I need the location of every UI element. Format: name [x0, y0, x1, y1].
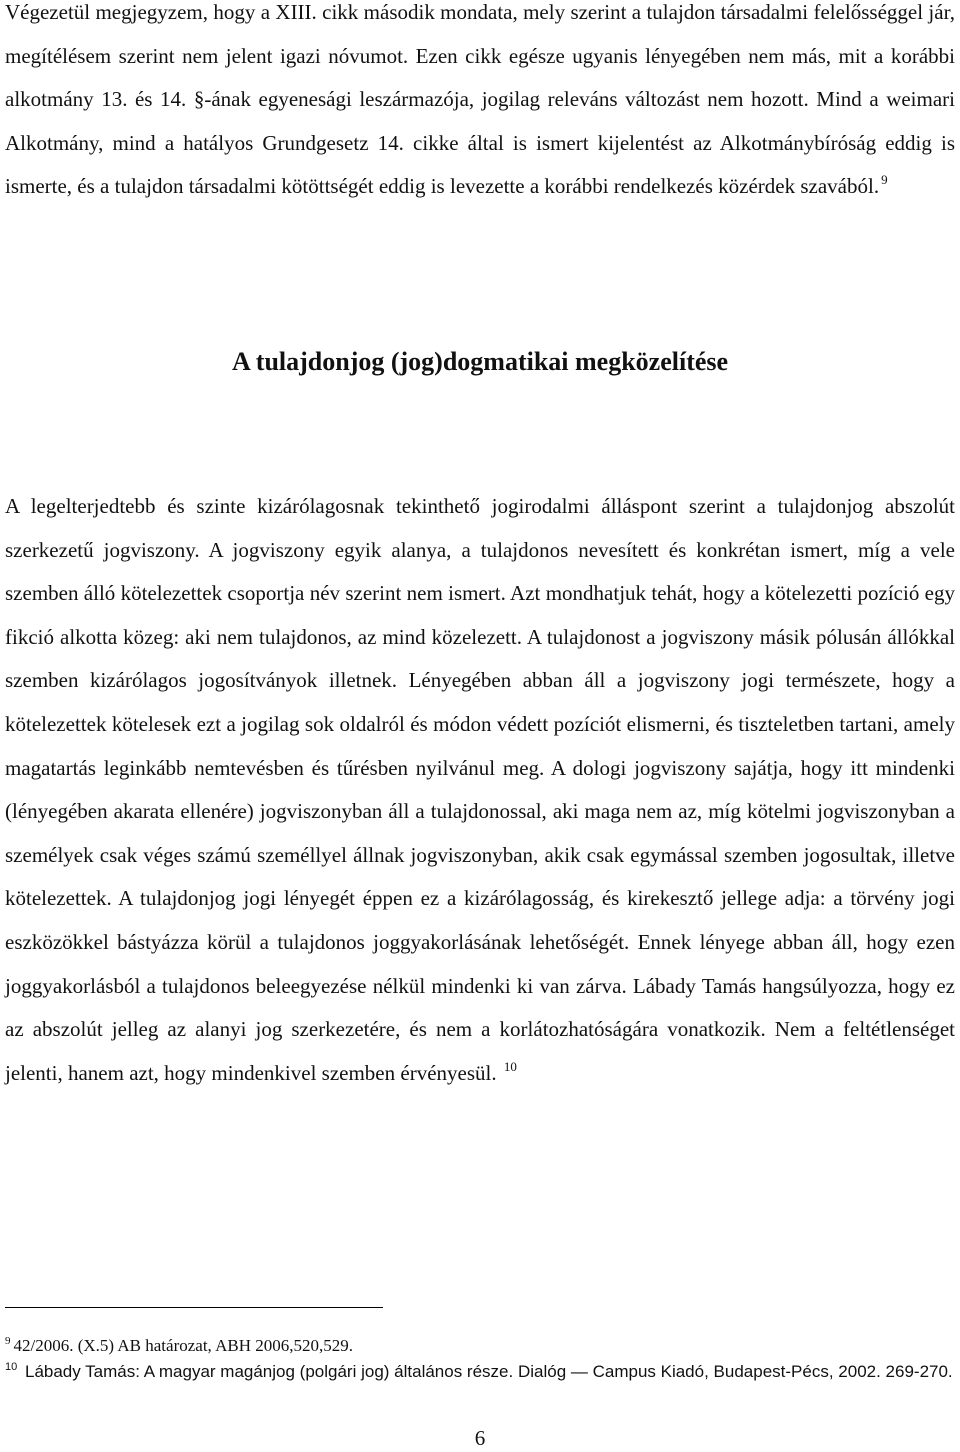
footnote-10 [5, 1361, 955, 1383]
footnote-separator [5, 1307, 383, 1308]
footnote-reference-10[interactable]: 10 [503, 1058, 517, 1074]
page-number: 6 [474, 1426, 486, 1450]
body-paragraph-2 [5, 485, 955, 1095]
paragraph-1-text: Végezetül megjegyzem, hogy a XIII. cikk második mondata, mely szerint a tulajdon társadalmi felelősséggel jár, megítélésem szerint nem jelent igazi nóvumot. Ezen cikk egésze ugyanis lényegében nem más, mit a korábbi alkotmány 13. és 14. §-ának egyenesági leszármazója, jogilag releváns változást nem hozott. Mind a weimari Alkotmány, mind a hatályos Grundgesetz 14. cikke által is ismert kijelentést az Alkotmánybíróság eddig is ismerte, és a tulajdon társadalmi kötöttségét eddig is levezette a korábbi rendelkezés közérdek szavából. [5, 0, 955, 199]
paragraph-2-text: A legelterjedtebb és szinte kizárólagosnak tekinthető jogirodalmi álláspont szerint a tulajdonjog abszolút szerkezetű jogviszony. A jogviszony egyik alanya, a tulajdonos nevesített és konkrétan ismert, míg a vele szemben álló kötelezettek csoportja név szerint nem ismert. Azt mondhatjuk tehát, hogy a kötelezetti pozíció egy fikció alkotta közeg: aki nem tulajdonos, az mind közelezett. A tulajdonost a jogviszony másik pólusán állókkal szemben kizárólagos jogosítványok illetnek. Lényegében abban áll a jogviszony jogi természete, hogy a kötelezettek kötelesek ezt a jogilag sok oldalról és módon védett pozíciót elismerni, és tiszteletben tartani, amely magatartás leginkább nemtevésben és tűrésben nyilvánul meg. A dologi jogviszony sajátja, hogy itt mindenki (lényegében akarata ellenére) jogviszonyban áll a tulajdonossal, aki maga nem az, míg kötelmi jogviszonyban a személyek csak véges számú személlyel állnak jogviszonyban, akik csak egymással szemben jogosultak, illetve kötelezettek. A tulajdonjog jogi lényegét éppen ez a kizárólagosság, és kirekesztő jellege adja: a törvény jogi eszközökkel bástyázza körül a tulajdonos joggyakorlásának lehetőségét. Ennek lényege abban áll, hogy ezen joggyakorlásból a tulajdonos beleegyezése nélkül mindenki ki van zárva. Lábady Tamás hangsúlyozza, hogy ez az abszolút jelleg az alanyi jog szerkezetére, és nem a korlátozhatóságára vonatkozik. Nem a feltétlenséget jelenti, hanem azt, hogy mindenkivel szemben érvényesül. [5, 494, 955, 1085]
footnote-9 [5, 1335, 955, 1357]
section-heading: A tulajdonjog (jog)dogmatikai megközelítése [231, 347, 729, 376]
footnote-text: Lábady Tamás: A magyar magánjog (polgári jog) általános része. Dialóg — Campus Kiadó, Budapest-Pécs, 2002. 269-270. [24, 1362, 953, 1381]
footnotes [5, 1335, 955, 1383]
body-paragraph-1 [5, 0, 955, 209]
footnote-number: 9 [5, 1335, 11, 1347]
footnote-number: 10 [5, 1361, 18, 1373]
footnote-text: 42/2006. (X.5) AB határozat, ABH 2006,520,529. [13, 1336, 353, 1355]
footnote-reference-9[interactable]: 9 [881, 172, 888, 188]
